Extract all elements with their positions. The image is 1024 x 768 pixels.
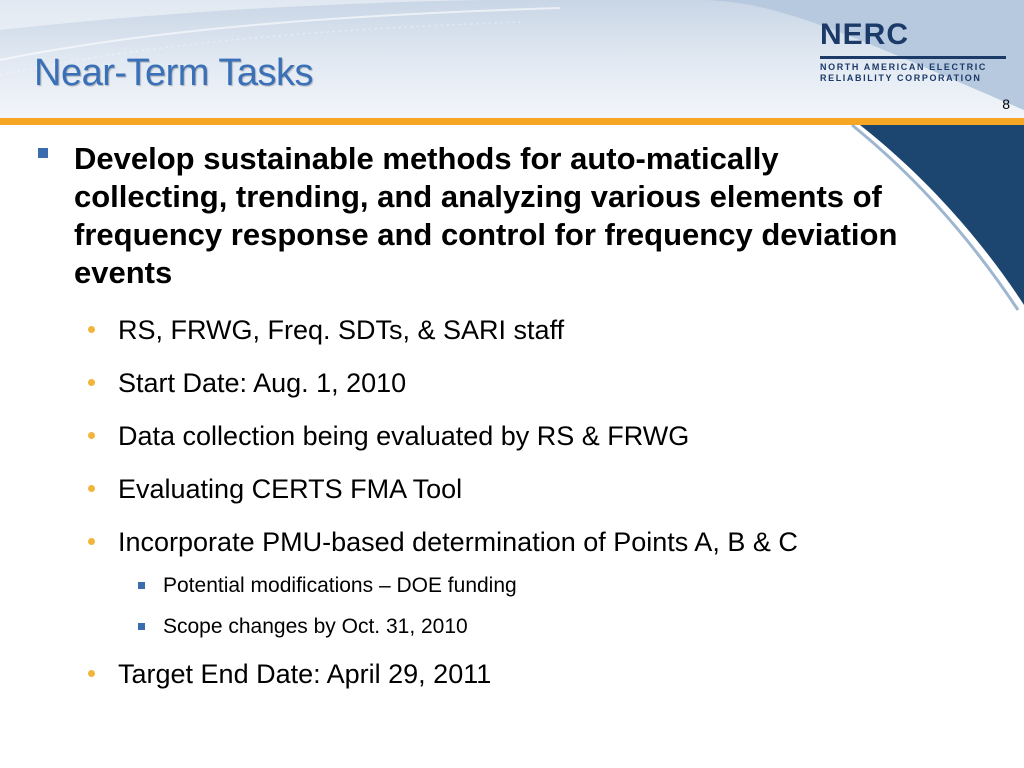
- small-square-bullet-icon: [138, 623, 145, 630]
- sub-sub-bullet-text: Potential modifications – DOE funding: [163, 574, 517, 597]
- round-bullet-icon: [88, 538, 95, 545]
- sub-bullet-text: Data collection being evaluated by RS & FRWG: [118, 421, 690, 451]
- logo-line-1: NORTH AMERICAN ELECTRIC: [820, 62, 987, 72]
- round-bullet-icon: [88, 326, 95, 333]
- sub-sub-bullet-text: Scope changes by Oct. 31, 2010: [163, 615, 468, 638]
- logo-wordmark: NERC: [820, 18, 910, 51]
- square-bullet-icon: [38, 148, 48, 158]
- sub-bullet-text: Evaluating CERTS FMA Tool: [118, 474, 463, 504]
- round-bullet-icon: [88, 670, 95, 677]
- sub-bullet-text: Incorporate PMU-based determination of Points A, B & C: [118, 527, 798, 557]
- slide-title: Near-Term Tasks: [34, 52, 313, 94]
- small-square-bullet-icon: [138, 582, 145, 589]
- sub-bullet-text: Target End Date: April 29, 2011: [118, 659, 492, 689]
- logo-line-2: RELIABILITY CORPORATION: [820, 73, 982, 83]
- sub-bullet-text: Start Date: Aug. 1, 2010: [118, 368, 407, 398]
- sub-bullet-text: RS, FRWG, Freq. SDTs, & SARI staff: [118, 315, 565, 345]
- round-bullet-icon: [88, 485, 95, 492]
- round-bullet-icon: [88, 379, 95, 386]
- round-bullet-icon: [88, 432, 95, 439]
- main-bullet-text: Develop sustainable methods for auto-matically collecting, trending, and analyzing various elements of frequency response and control for frequency deviation events: [74, 141, 898, 290]
- page-number: 8: [1002, 96, 1010, 112]
